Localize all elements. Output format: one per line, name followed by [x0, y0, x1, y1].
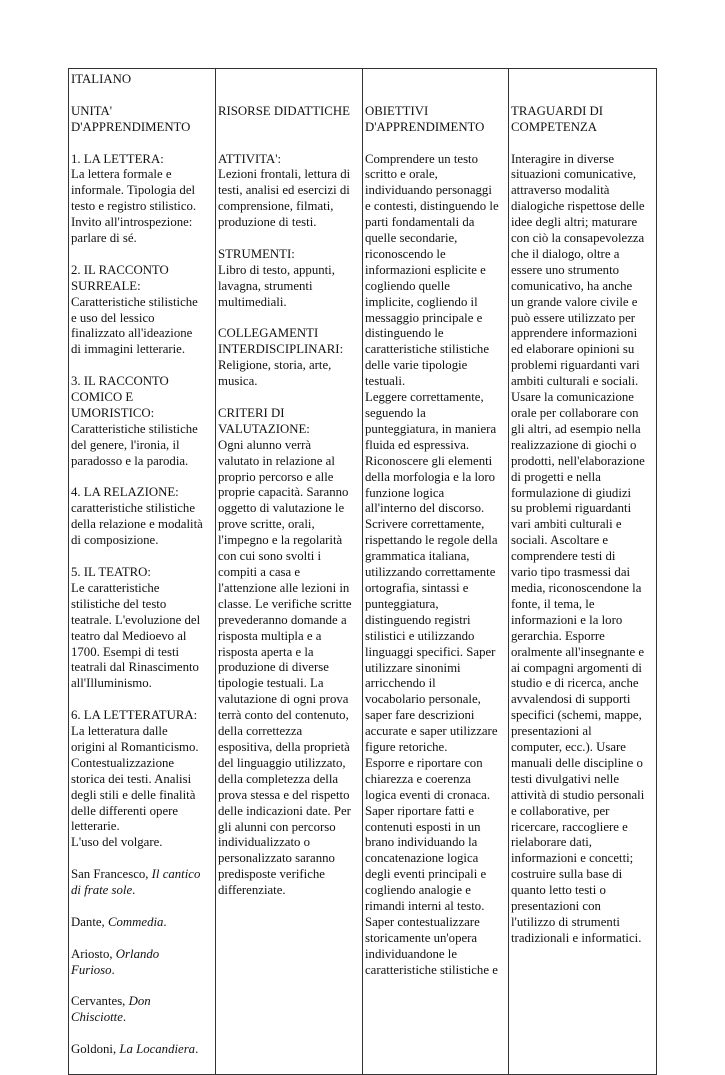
column-objectives — [363, 69, 509, 1075]
curriculum-table — [68, 68, 657, 1075]
work-item — [71, 994, 213, 1026]
resources-strumenti: STRUMENTI: Libro di testo, appunti, lavagna, strumenti multimediali. — [218, 246, 335, 309]
objectives-text: Comprendere un testo scritto e orale, individuando personaggi e contesti, distinguendo le parti fondamentali da quelle secondarie, riconoscendo le informazioni esplicite e cogliendo quelle implicite, cogliendo il messaggio principale e distinguendo le caratteristiche stilistiche delle varie tipologie testuali. Leggere correttamente, seguendo la punteggiatura, in maniera fluida ed espressiva. Riconoscere gli elementi della morfologia e la loro funzione logica all'interno del discorso. Scrivere correttamente, rispettando le regole della grammatica italiana, utilizzando correttamente ortografia, sintassi e punteggiatura, distinguendo registri stilistici e utilizzando linguaggi specifici. Saper utilizzare sinonimi arricchendo il vocabolario personale, saper fare descrizioni accurate e saper utilizzare figure retoriche. Esporre e riportare con chiarezza e coerenza logica eventi di cronaca. Saper riportare fatti e contenuti esposti in un brano individuando la concatenazione logica degli eventi principali e cogliendo analogie e rimandi interni al testo. Saper contestualizzare storicamente un'opera individuandone le caratteristiche stilistiche e — [365, 151, 499, 977]
works-list — [71, 851, 213, 1074]
header-units: UNITA' D'APPRENDIMENTO — [71, 103, 191, 134]
work-title: La Locandiera — [119, 1042, 196, 1057]
unit-racconto-comico: 3. IL RACCONTO COMICO E UMORISTICO: Caratteristiche stilistiche del genere, l'ironia, il paradosso e la parodia. — [71, 374, 198, 468]
work-title: Il cantico di frate sole — [71, 867, 201, 898]
work-title: Commedia — [107, 914, 164, 929]
resources-criteri: CRITERI DI VALUTAZIONE: Ogni alunno verrà valutato in relazione al proprio percorso e alle proprie capacità. Saranno oggetto di valutazione le prove scritte, orali, l'impegno e la regolarità con cui sono svolti i compiti a casa e l'attenzione alle lezioni in classe. Le verifiche scritte prevederanno domande a risposta multipla e a risposta aperta e la produzione di diverse tipologie testuali. La valutazione di ogni prova terrà conto del contenuto, della correttezza espositiva, della proprietà del linguaggio utilizzato, della completezza della prova stessa e del rispetto delle indicazioni date. Per gli alunni con percorso individualizzato o personalizzato saranno predisposte verifiche differenziate. — [218, 405, 352, 898]
document-page — [68, 68, 656, 1057]
work-end: . — [111, 962, 115, 977]
unit-teatro: 5. IL TEATRO: Le caratteristiche stilistiche del testo teatrale. L'evoluzione del teatro dal Medioevo al 1700. Esempi di testi teatrali dal Rinascimento all'Illuminismo. — [71, 565, 201, 691]
work-end: . — [132, 883, 136, 898]
column-competences — [509, 69, 657, 1075]
work-author: San Francesco, — [71, 867, 152, 882]
column-units — [69, 69, 216, 1075]
work-end: . — [195, 1042, 199, 1057]
work-end: . — [122, 1010, 127, 1025]
competences-text: Interagire in diverse situazioni comunicative, attraverso modalità dialogiche rispettose delle idee degli altri; maturare con ciò la consapevolezza che il dialogo, oltre a essere uno strumento comunicativo, ha anche un grande valore civile e può essere utilizzato per apprendere informazioni ed elaborare opinioni su problemi riguardanti vari ambiti culturali e sociali. Usare la comunicazione orale per collaborare con gli altri, ad esempio nella realizzazione di giochi o prodotti, nell'elaborazione di progetti e nella formulazione di giudizi su problemi riguardanti vari ambiti culturali e sociali. Ascoltare e comprendere testi di vario tipo trasmessi dai media, riconoscendone la fonte, il tema, le informazioni e la loro gerarchia. Esporre oralmente all'insegnante e ai compagni argomenti di studio e di ricerca, anche avvalendosi di supporti specifici (schemi, mappe, presentazioni al computer, ecc.). Usare manuali delle discipline o testi divulgativi nelle attività di studio personali e collaborative, per ricercare, raccogliere e rielaborare dati, informazioni e concetti; costruire sulla base di quanto letto testi o presentazioni con l'utilizzo di strumenti tradizionali e informatici. — [511, 151, 645, 945]
resources-collegamenti: COLLEGAMENTI INTERDISCIPLINARI: Religione, storia, arte, musica. — [218, 326, 344, 389]
work-item — [71, 915, 213, 931]
work-author: Goldoni, — [71, 1042, 120, 1057]
header-objectives: OBIETTIVI D'APPRENDIMENTO — [365, 103, 485, 134]
header-competences: TRAGUARDI DI COMPETENZA — [511, 103, 604, 134]
work-item — [71, 947, 213, 979]
work-author: Ariosto, — [71, 946, 116, 961]
work-title: Don Chisciotte — [71, 994, 151, 1025]
unit-relazione: 4. LA RELAZIONE: caratteristiche stilistiche della relazione e modalità di composizione. — [71, 485, 203, 548]
work-end: . — [163, 914, 167, 929]
work-title: Orlando Furioso — [71, 946, 160, 977]
resources-attivita: ATTIVITA': Lezioni frontali, lettura di testi, analisi ed esercizi di comprensione, filmati, produzione di testi. — [218, 151, 351, 230]
work-author: Dante, — [71, 914, 108, 929]
header-resources: RISORSE DIDATTICHE — [218, 103, 350, 118]
unit-racconto-surreale: 2. IL RACCONTO SURREALE: Caratteristiche stilistiche e uso del lessico finalizzato all'ideazione di immagini letterarie. — [71, 262, 198, 357]
subject-title: ITALIANO — [71, 72, 132, 86]
unit-letteratura: 6. LA LETTERATURA: La letteratura dalle origini al Romanticismo. Contestualizzazione storica dei testi. Analisi degli stili e delle finalità delle differenti opere letterarie. L'uso del volgare. — [71, 708, 199, 850]
unit-lettera: 1. LA LETTERA: La lettera formale e informale. Tipologia del testo e registro stilistico. Invito all'introspezione: parlare di sé. — [71, 151, 197, 246]
work-item — [71, 867, 213, 899]
work-author: Cervantes, — [71, 994, 129, 1009]
work-item — [71, 1042, 213, 1058]
column-resources — [216, 69, 363, 1075]
